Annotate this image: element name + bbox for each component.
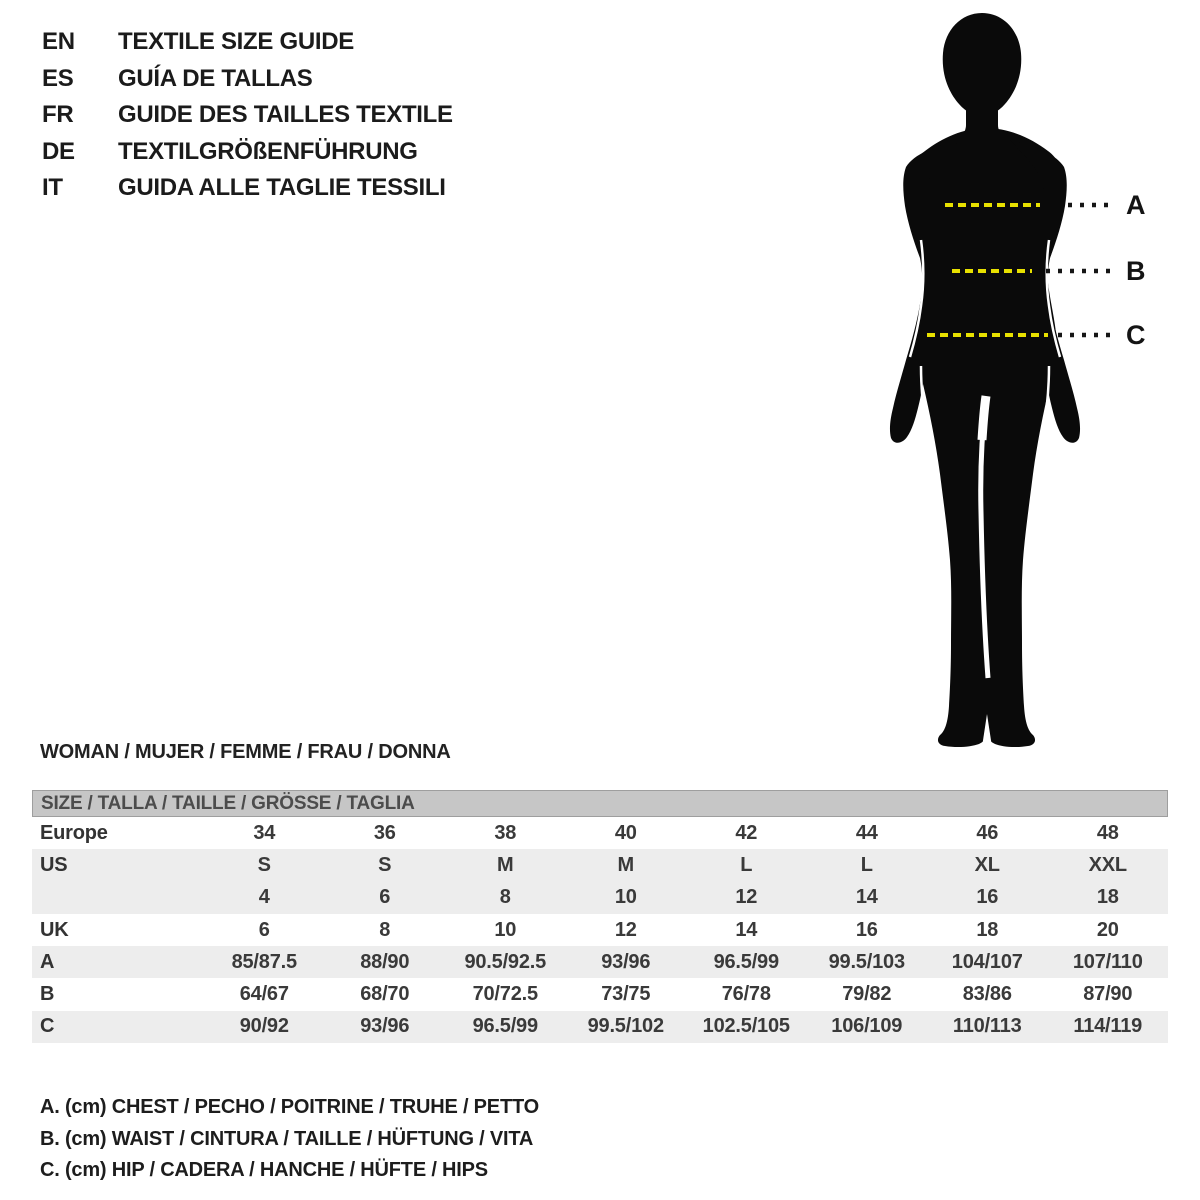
table-row bbox=[32, 946, 1168, 978]
size-cell: 12 bbox=[614, 918, 637, 941]
size-cell: 79/82 bbox=[842, 983, 892, 1006]
row-label: B bbox=[40, 983, 55, 1006]
size-cell: 96.5/99 bbox=[472, 1015, 538, 1038]
size-cell: 8 bbox=[499, 886, 511, 909]
table-row bbox=[32, 817, 1168, 849]
size-cell: 44 bbox=[855, 821, 878, 844]
size-cell: S bbox=[257, 853, 271, 876]
language-code: FR bbox=[42, 101, 74, 129]
language-code: EN bbox=[42, 28, 75, 56]
size-cell: XL bbox=[974, 853, 1000, 876]
size-cell: 48 bbox=[1096, 821, 1119, 844]
section-title: WOMAN / MUJER / FEMME / FRAU / DONNA bbox=[40, 741, 451, 763]
language-row bbox=[42, 97, 453, 134]
size-cell: 8 bbox=[379, 918, 391, 941]
size-cell: 36 bbox=[373, 821, 396, 844]
size-table-body bbox=[32, 817, 1168, 1043]
size-cell: L bbox=[740, 853, 753, 876]
legend-line: B. (cm) WAIST / CINTURA / TAILLE / HÜFTUNG / VITA bbox=[40, 1127, 534, 1150]
row-label: US bbox=[40, 853, 68, 876]
size-cell: 110/113 bbox=[952, 1015, 1022, 1038]
size-cell: 83/86 bbox=[962, 983, 1012, 1006]
size-cell: 106/109 bbox=[831, 1015, 903, 1038]
language-guide-title: GUÍA DE TALLAS bbox=[118, 64, 313, 92]
size-cell: 88/90 bbox=[360, 950, 410, 973]
measurement-legend bbox=[40, 1092, 539, 1187]
size-cell: 64/67 bbox=[239, 983, 289, 1006]
language-row bbox=[42, 61, 453, 98]
size-cell: 90/92 bbox=[239, 1015, 289, 1038]
marker-label-b: B bbox=[1126, 256, 1146, 286]
size-cell: 38 bbox=[494, 821, 517, 844]
size-cell: 6 bbox=[379, 886, 391, 909]
size-cell: 93/96 bbox=[601, 950, 651, 973]
legend-line: A. (cm) CHEST / PECHO / POITRINE / TRUHE / PETTO bbox=[40, 1096, 539, 1119]
row-label: C bbox=[40, 1015, 55, 1038]
row-label: UK bbox=[40, 918, 69, 941]
size-cell: M bbox=[497, 853, 514, 876]
size-cell: 40 bbox=[614, 821, 637, 844]
size-cell: XXL bbox=[1088, 853, 1127, 876]
language-row bbox=[42, 134, 453, 171]
language-guide-title: TEXTILGRÖßENFÜHRUNG bbox=[118, 137, 418, 165]
language-row bbox=[42, 24, 453, 61]
size-cell: 68/70 bbox=[360, 983, 410, 1006]
row-label: A bbox=[40, 950, 55, 973]
table-row bbox=[32, 1011, 1168, 1043]
size-cell: 14 bbox=[855, 886, 878, 909]
size-cell: 16 bbox=[855, 918, 878, 941]
table-row bbox=[32, 882, 1168, 914]
size-cell: 114/119 bbox=[1073, 1015, 1143, 1038]
size-cell: 93/96 bbox=[360, 1015, 410, 1038]
language-guide-title: GUIDE DES TAILLES TEXTILE bbox=[118, 101, 453, 129]
size-cell: 46 bbox=[976, 821, 999, 844]
marker-label-c: C bbox=[1126, 320, 1146, 350]
language-row bbox=[42, 170, 453, 207]
size-cell: 18 bbox=[1096, 886, 1119, 909]
size-cell: 107/110 bbox=[1072, 950, 1143, 973]
table-row bbox=[32, 849, 1168, 881]
size-cell: 73/75 bbox=[601, 983, 651, 1006]
size-cell: 104/107 bbox=[951, 950, 1023, 973]
size-cell: L bbox=[860, 853, 873, 876]
size-cell: 96.5/99 bbox=[713, 950, 779, 973]
size-cell: 87/90 bbox=[1083, 983, 1133, 1006]
size-cell: 10 bbox=[494, 918, 517, 941]
size-cell: 18 bbox=[976, 918, 999, 941]
size-cell: 12 bbox=[735, 886, 758, 909]
language-guide-title: GUIDA ALLE TAGLIE TESSILI bbox=[118, 174, 446, 202]
language-code: DE bbox=[42, 137, 75, 165]
woman-silhouette-figure bbox=[860, 0, 1160, 760]
language-title-list bbox=[42, 24, 453, 207]
size-cell: 20 bbox=[1096, 918, 1119, 941]
size-cell: 10 bbox=[614, 886, 637, 909]
size-cell: 76/78 bbox=[721, 983, 771, 1006]
size-cell: 85/87.5 bbox=[231, 950, 297, 973]
size-cell: 16 bbox=[976, 886, 999, 909]
language-code: ES bbox=[42, 64, 74, 92]
size-table bbox=[32, 790, 1168, 1043]
table-row bbox=[32, 978, 1168, 1010]
size-cell: 90.5/92.5 bbox=[464, 950, 547, 973]
table-row bbox=[32, 914, 1168, 946]
size-cell: 14 bbox=[735, 918, 758, 941]
size-cell: 99.5/103 bbox=[828, 950, 905, 973]
size-cell: 70/72.5 bbox=[472, 983, 538, 1006]
marker-label-a: A bbox=[1126, 190, 1146, 220]
language-code: IT bbox=[42, 174, 63, 202]
size-cell: S bbox=[378, 853, 392, 876]
size-cell: 34 bbox=[253, 821, 276, 844]
size-cell: 6 bbox=[258, 918, 270, 941]
size-cell: 102.5/105 bbox=[702, 1015, 790, 1038]
legend-line: C. (cm) HIP / CADERA / HANCHE / HÜFTE / HIPS bbox=[40, 1159, 488, 1182]
size-table-header: SIZE / TALLA / TAILLE / GRÖSSE / TAGLIA bbox=[32, 790, 1168, 817]
row-label: Europe bbox=[40, 821, 108, 844]
size-cell: 4 bbox=[258, 886, 270, 909]
size-cell: M bbox=[617, 853, 634, 876]
size-cell: 42 bbox=[735, 821, 758, 844]
size-cell: 99.5/102 bbox=[587, 1015, 664, 1038]
language-guide-title: TEXTILE SIZE GUIDE bbox=[118, 28, 354, 56]
